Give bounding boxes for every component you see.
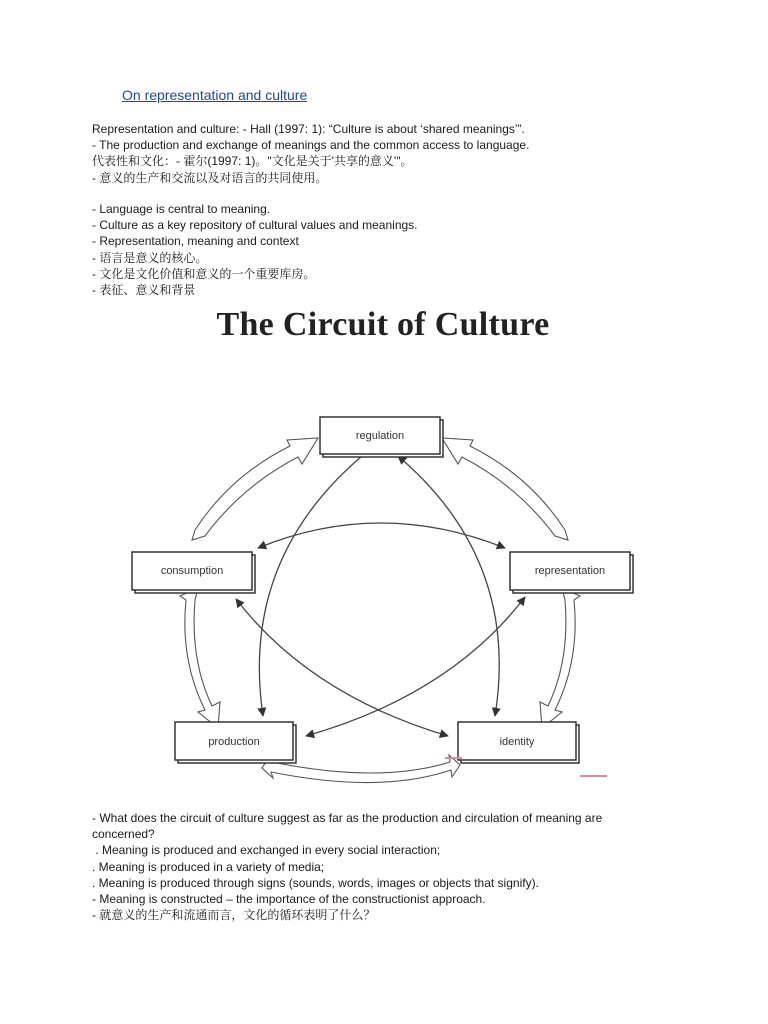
outer-arrow-regulation-consumption [192,438,318,540]
arrow-regulation-production [259,456,362,716]
key-point: - 表征、意义和背景 [92,283,196,298]
question-line: . Meaning is produced and exchanged in every social interaction; [92,843,441,858]
arrow-consumption-identity [236,599,448,736]
question-line: . Meaning is produced in a variety of media; [92,859,325,874]
question-line: - Meaning is constructed – the importance of the constructionist approach. [92,892,486,907]
intro-line: Representation and culture: - Hall (1997: 1): “Culture is about ‘shared meanings’”. [92,122,525,136]
diagram-title [0,306,767,344]
outer-arrow-regulation-representation [442,438,568,540]
outer-arrow-consumption-production [180,588,220,728]
question-paragraph [92,810,652,923]
outer-arrow-representation-identity [540,588,580,728]
key-point: - 文化是文化价值和意义的一个重要库房。 [92,266,316,281]
section-heading-link[interactable]: On representation and culture [122,87,308,103]
intro-line: - The production and exchange of meanings and the common access to language. [92,138,530,153]
question-line: - What does the circuit of culture suggest as far as the production and circulation of meaning are concerned? [92,811,603,842]
question-line: - 就意义的生产和流通而言，文化的循环表明了什么？ [92,908,376,923]
key-point: - Representation, meaning and context [92,234,299,249]
node-label: regulation [355,429,405,442]
key-point: - 语言是意义的核心。 [92,250,208,265]
node-regulation [320,417,443,457]
node-production [175,722,296,763]
arrow-regulation-identity [398,456,499,716]
node-identity [458,722,579,763]
key-point: - Culture as a key repository of cultural values and meanings. [92,218,418,233]
diagram-title-text: The Circuit of Culture [216,306,550,343]
arrow-consumption-representation [258,523,505,548]
arrow-representation-production [306,597,525,736]
key-point: - Language is central to meaning. [92,202,271,216]
question-line: . Meaning is produced through signs (sounds, words, images or objects that signify). [92,875,539,890]
node-label: production [208,735,260,748]
circuit-of-culture-diagram [0,380,768,800]
node-representation [510,552,633,593]
intro-line: 代表性和文化：- 霍尔(1997: 1)。"文化是关于'共享的意义'"。 [92,154,413,169]
node-consumption [132,552,255,593]
intro-paragraph [92,121,692,186]
node-label: consumption [160,564,224,577]
key-points-list [92,201,692,298]
node-label: identity [499,735,535,748]
node-label: representation [534,564,606,577]
intro-line: - 意义的生产和交流以及对语言的共同使用。 [92,170,328,185]
